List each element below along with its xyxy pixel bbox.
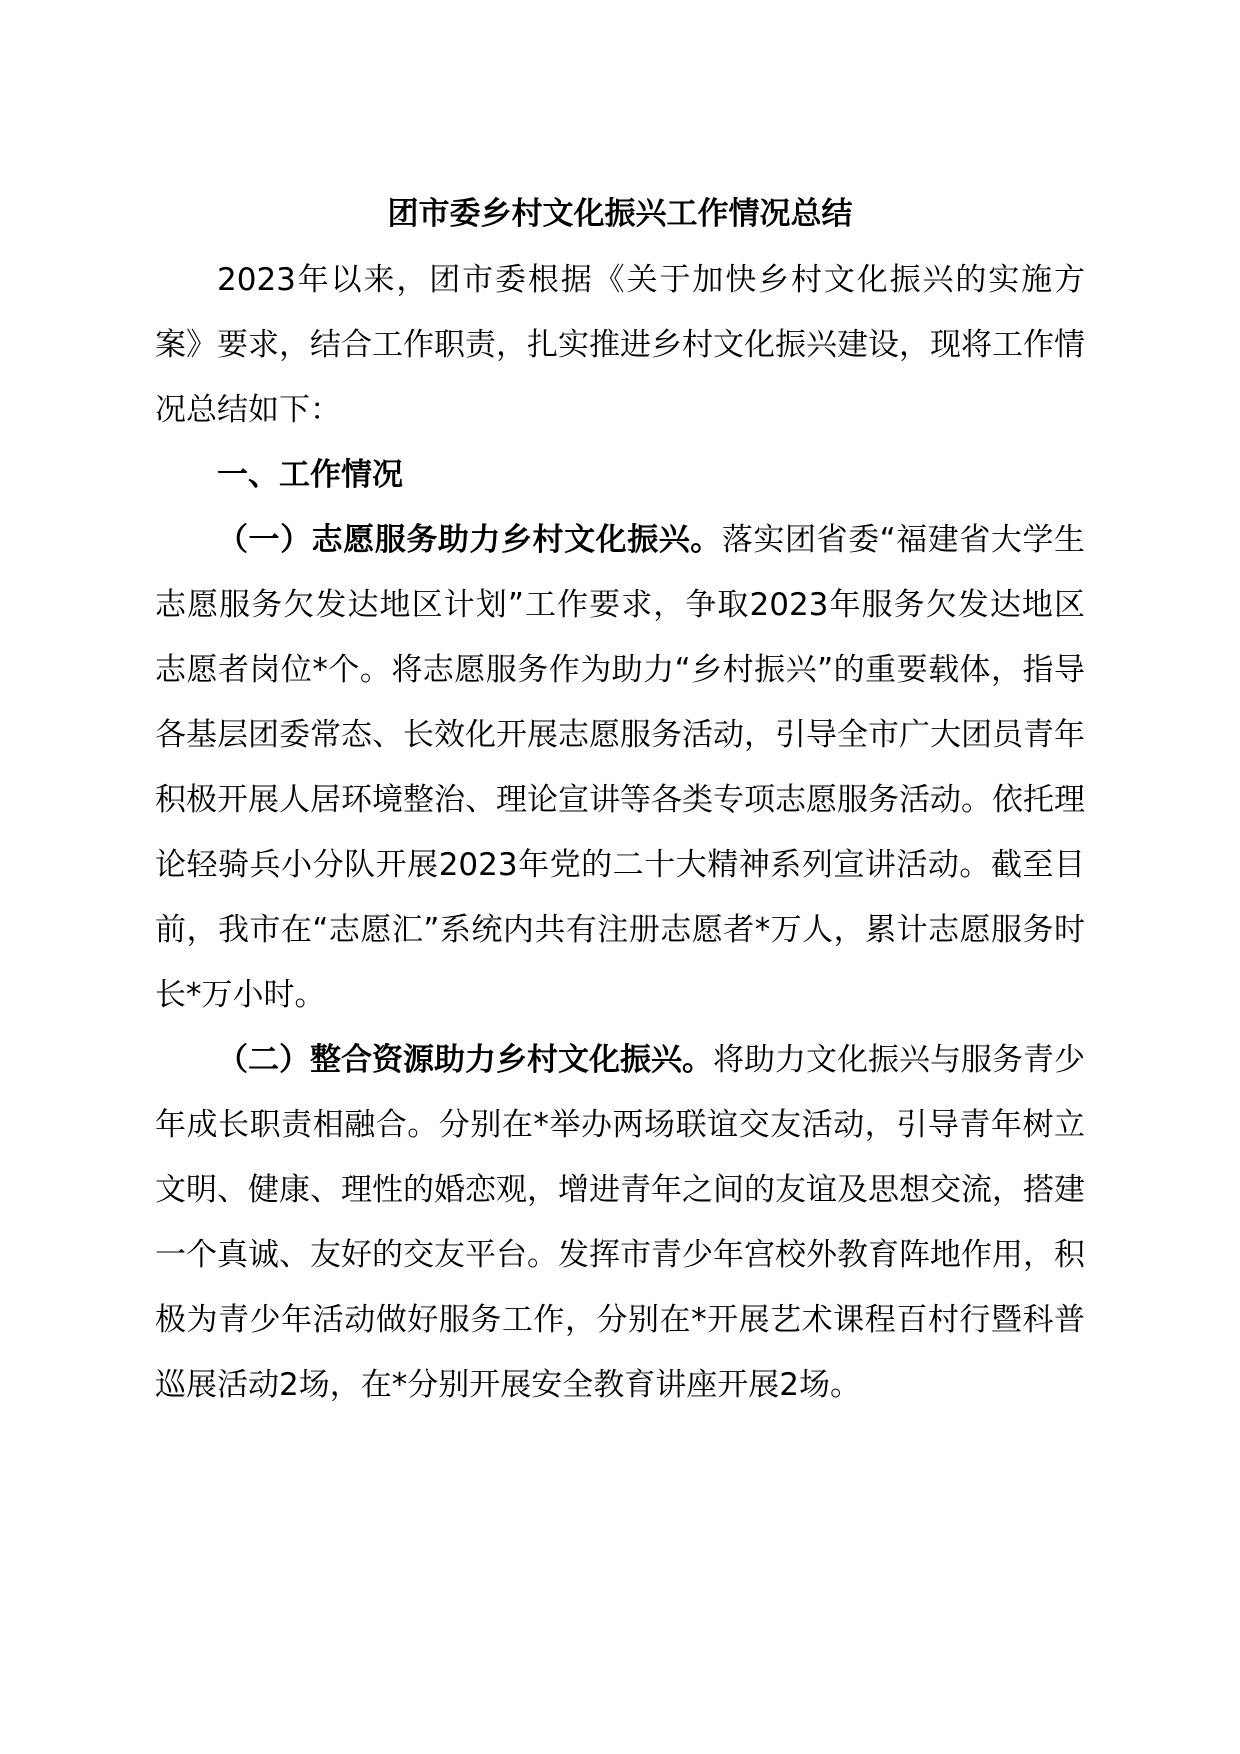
item-heading-1: （一）志愿服务助力乡村文化振兴。 xyxy=(217,522,722,558)
item-body-1: 落实团省委“福建省大学生志愿服务欠发达地区计划”工作要求，争取2023年服务欠发达地区志愿者岗位*个。将志愿服务作为助力“乡村振兴”的重要载体，指导各基层团委常态、长效化开展志愿服务活动，引导全市广大团员青年积极开展人居环境整治、理论宣讲等各类专项志愿服务活动。依托理论轻骑兵小分队开展2023年党的二十大精神系列宣讲活动。截至目前，我市在“志愿汇”系统内共有注册志愿者*万人，累计志愿服务时长*万小时。 xyxy=(155,522,1086,1013)
item-paragraph-1 xyxy=(155,508,1085,1028)
section-heading: 一、工作情况 xyxy=(217,457,403,493)
intro-paragraph: 2023年以来，团市委根据《关于加快乡村文化振兴的实施方案》要求，结合工作职责，扎实推进乡村文化振兴建设，现将工作情况总结如下： xyxy=(155,262,1085,428)
document-body xyxy=(155,248,1085,1418)
item-heading-2: （二）整合资源助力乡村文化振兴。 xyxy=(217,1042,713,1078)
item-body-2: 将助力文化振兴与服务青少年成长职责相融合。分别在*举办两场联谊交友活动，引导青年树立文明、健康、理性的婚恋观，增进青年之间的友谊及思想交流，搭建一个真诚、友好的交友平台。发挥市青少年宫校外教育阵地作用，积极为青少年活动做好服务工作，分别在*开展艺术课程百村行暨科普巡展活动2场，在*分别开展安全教育讲座开展2场。 xyxy=(155,1042,1085,1403)
item-paragraph-2 xyxy=(155,1028,1085,1418)
document-title: 团市委乡村文化振兴工作情况总结 xyxy=(387,196,853,232)
